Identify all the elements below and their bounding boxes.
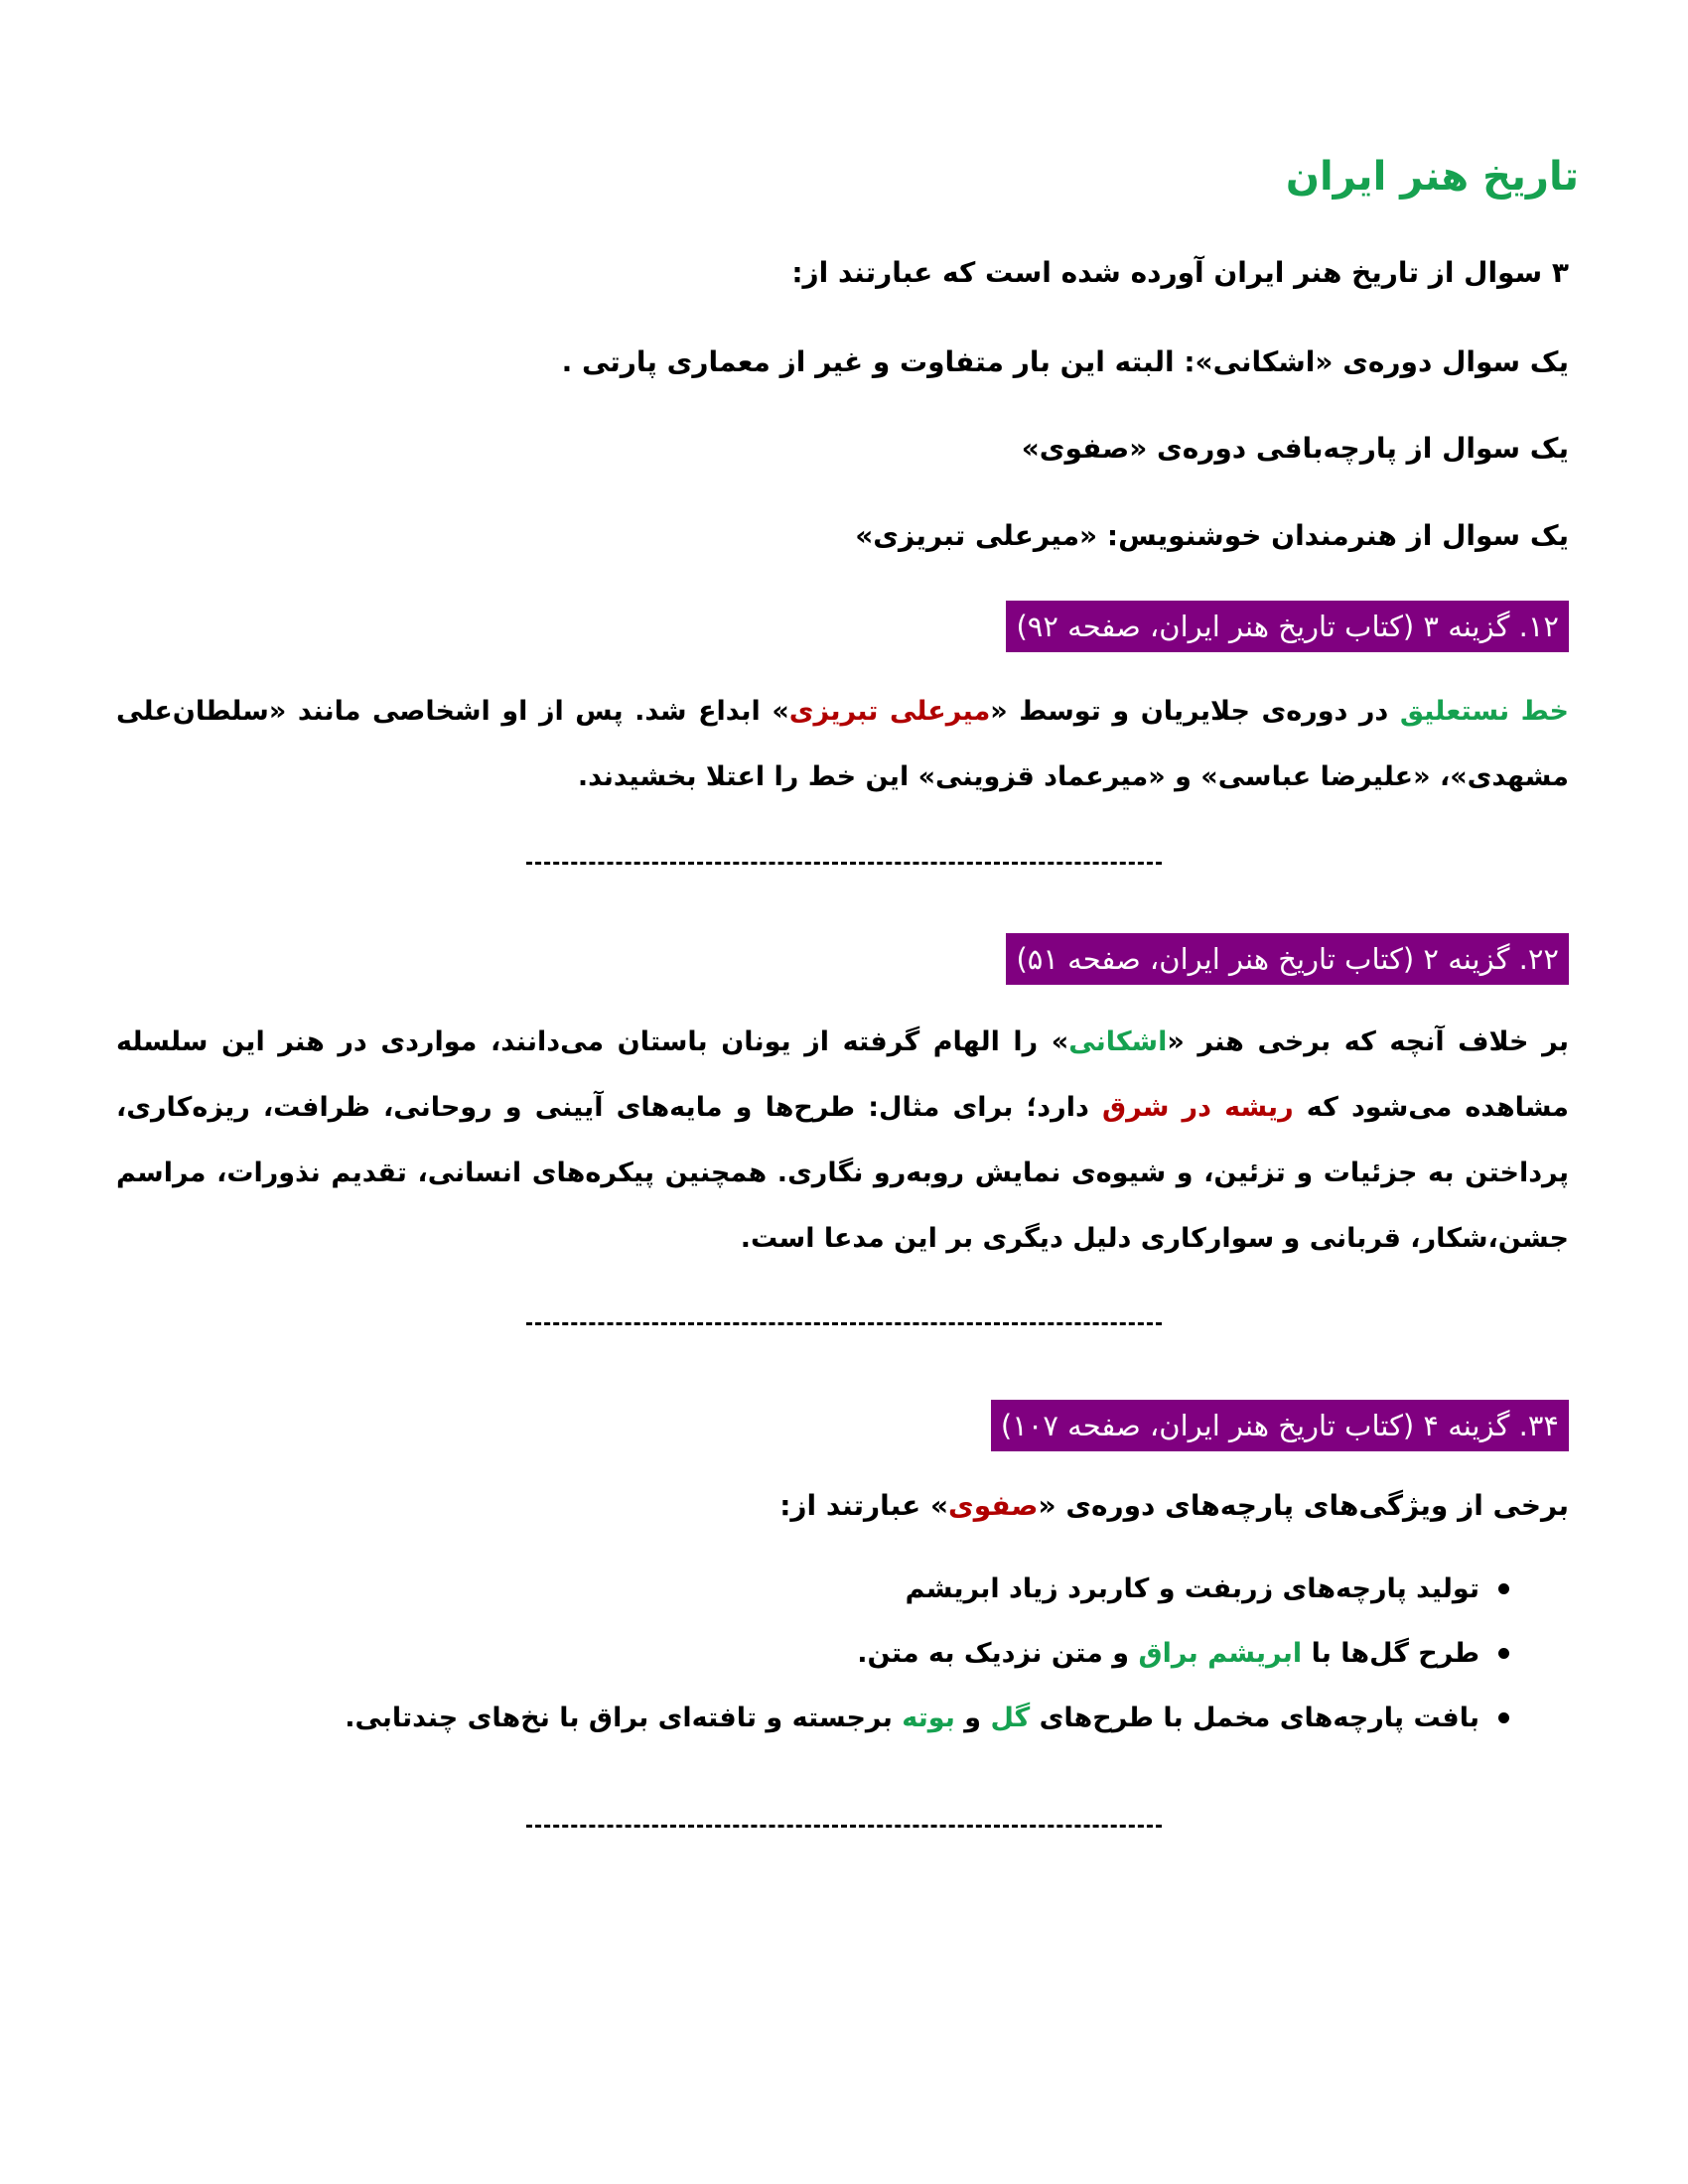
- body-text: » ابداع شد. پس از او اشخاصی مانند «سلطان‌علی مشهدی»، «علیرضا عباسی» و «میرعماد قزوینی» این خط را اعتلا بخشیدند.: [116, 696, 1569, 792]
- highlight-name: میرعلی تبریزی: [788, 696, 991, 727]
- item-text: و: [954, 1703, 991, 1733]
- separator-line: [526, 1322, 1162, 1325]
- body-text: در دوره‌ی جلایریان و توسط «: [990, 696, 1400, 727]
- item-text: و متن نزدیک به متن.: [857, 1638, 1139, 1669]
- separator-line: [526, 862, 1162, 865]
- body-text: » عبارتند از:: [779, 1489, 949, 1522]
- highlight-term: اشکانی: [1068, 1026, 1168, 1057]
- answer-heading: ۳۴. گزینه ۴ (کتاب تاریخ هنر ایران، صفحه ۱۰۷): [991, 1400, 1569, 1451]
- highlight-term: گل: [990, 1703, 1031, 1733]
- item-text: تولید پارچه‌های زربفت و کاربرد زیاد ابریشم: [905, 1573, 1479, 1604]
- body-text: بر خلاف آنچه که برخی هنر «: [1167, 1026, 1570, 1057]
- intro-summary: ۳ سوال از تاریخ هنر ایران آورده شده است که عبارتند از:: [791, 256, 1569, 289]
- intro-item: یک سوال از هنرمندان خوشنویس: «میرعلی تبریزی»: [855, 519, 1569, 552]
- answer-body: [116, 1010, 1569, 1272]
- page-title: تاریخ هنر ایران: [1285, 154, 1579, 200]
- highlight-term: صفوی: [948, 1489, 1039, 1522]
- list-item: [298, 1557, 1569, 1621]
- body-text: برخی از ویژگی‌های پارچه‌های دوره‌ی «: [1038, 1489, 1569, 1522]
- body-text: دارد؛ برای مثال: طرح‌ها و مایه‌های آیینی و روحانی، ظرافت، ریزه‌کاری، پرداختن به جزئیات و تزئین، و شیوه‌ی نمایش روبه‌رو نگاری. همچنین پیکره‌های انسانی، تقدیم نذورات، مراسم جشن،شکار، قربانی و سوارکاری دلیل دیگری بر این مدعا است.: [116, 1092, 1569, 1254]
- item-text: بافت پارچه‌های مخمل با طرح‌های: [1030, 1703, 1479, 1733]
- answer-body: [116, 679, 1569, 810]
- answer-lead: [779, 1484, 1569, 1528]
- highlight-phrase: ریشه در شرق: [1101, 1092, 1294, 1123]
- highlight-term: خط نستعلیق: [1399, 696, 1570, 727]
- highlight-term: ابریشم براق: [1138, 1638, 1303, 1669]
- intro-item: یک سوال از پارچه‌بافی دوره‌ی «صفوی»: [1021, 432, 1569, 465]
- answer-heading: ۲۲. گزینه ۲ (کتاب تاریخ هنر ایران، صفحه ۵۱): [1006, 933, 1569, 985]
- answer-heading: ۱۲. گزینه ۳ (کتاب تاریخ هنر ایران، صفحه ۹۲): [1006, 601, 1569, 652]
- feature-list: [298, 1557, 1569, 1750]
- bullet-icon: [1498, 1648, 1509, 1659]
- body-text: » را الهام گرفته از یونان باستان می‌دانند، مواردی در هنر این سلسله مشاهده می‌شود که: [116, 1026, 1570, 1123]
- item-text: برجسته و تافته‌ای براق با نخ‌های چندتابی.: [345, 1703, 903, 1733]
- bullet-icon: [1498, 1712, 1509, 1723]
- list-item: [298, 1621, 1569, 1686]
- intro-item: یک سوال دوره‌ی «اشکانی»: البته این بار متفاوت و غیر از معماری پارتی .: [561, 345, 1569, 378]
- list-item: [298, 1686, 1569, 1750]
- item-text: طرح گل‌ها با: [1302, 1638, 1479, 1669]
- highlight-term: بوته: [902, 1703, 955, 1733]
- separator-line: [526, 1825, 1162, 1828]
- bullet-icon: [1498, 1583, 1509, 1594]
